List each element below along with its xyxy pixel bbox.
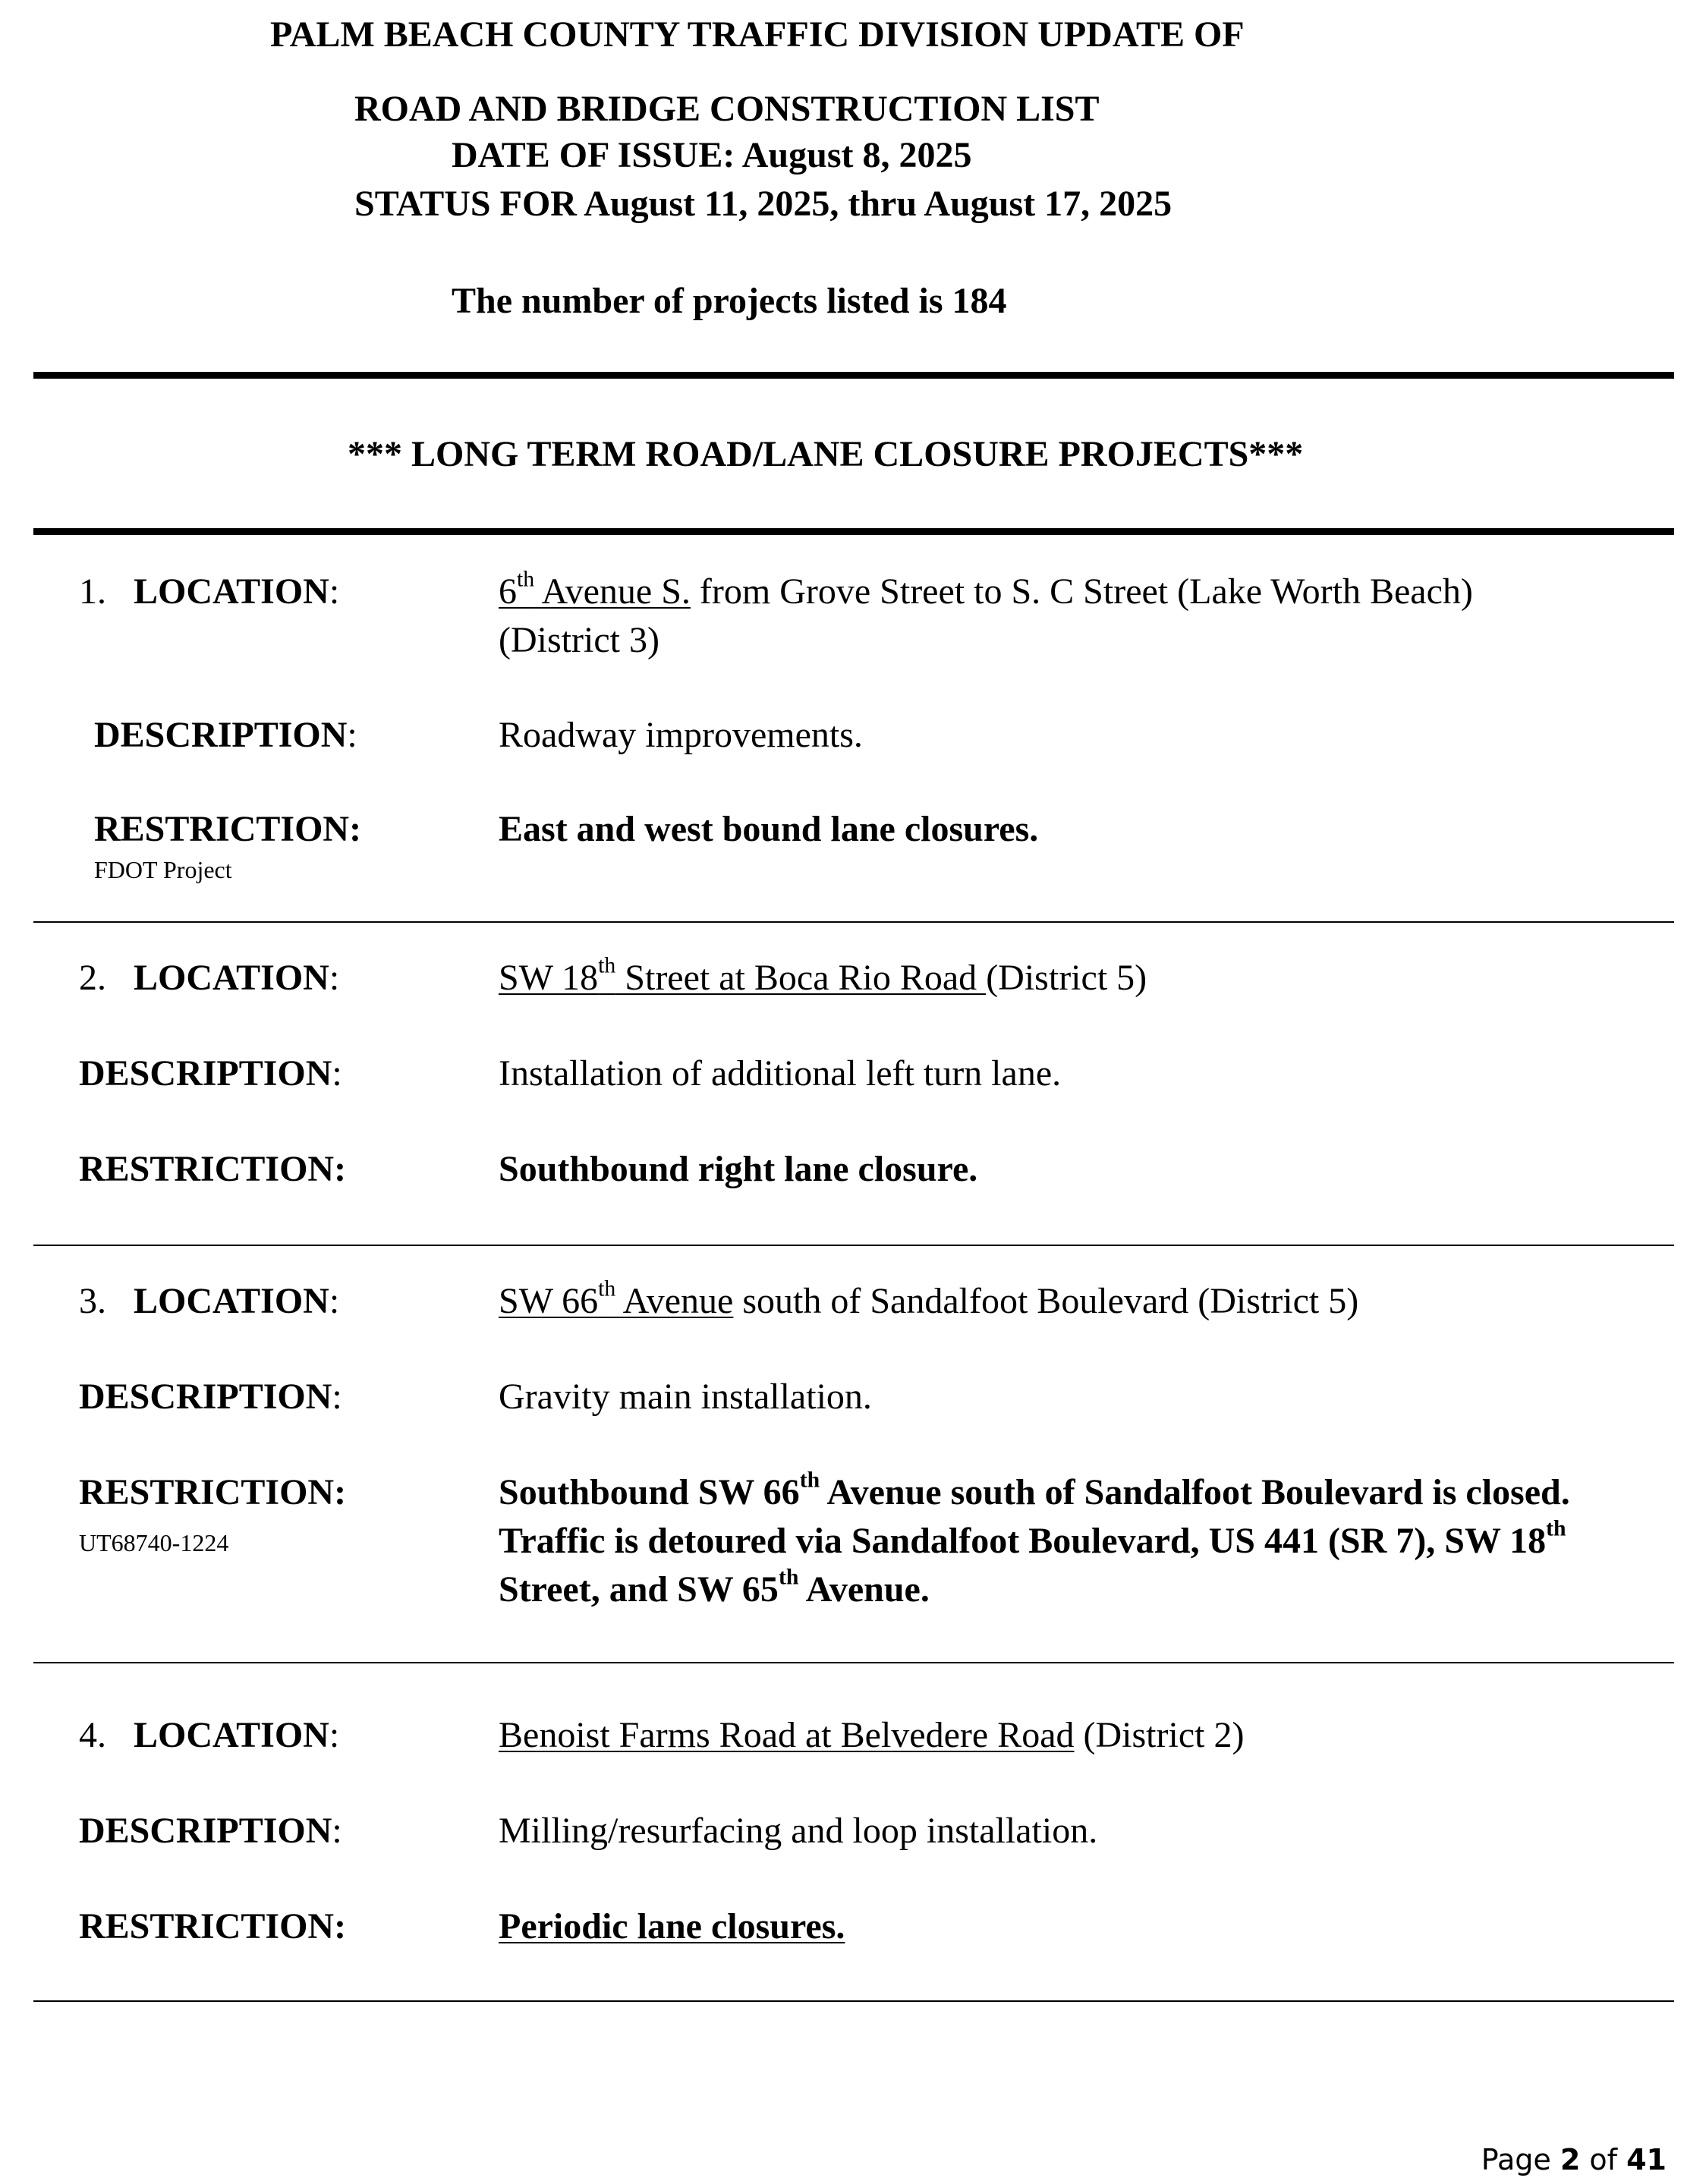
location-label: 3. LOCATION: xyxy=(79,1281,340,1321)
restriction-label: RESTRICTION: xyxy=(79,1472,347,1512)
divider xyxy=(33,921,1674,923)
header-status-range: STATUS FOR August 11, 2025, thru August 17, 2025 xyxy=(354,184,1172,224)
restriction-value: Periodic lane closures. xyxy=(499,1906,845,1946)
location-label: 2. LOCATION: xyxy=(79,958,340,998)
description-label: DESCRIPTION: xyxy=(94,715,357,755)
divider-thick-top xyxy=(33,372,1674,379)
restriction-label: RESTRICTION: xyxy=(79,1149,347,1189)
restriction-value-line-2: Traffic is detoured via Sandalfoot Boulevard, US 441 (SR 7), SW 18th xyxy=(499,1515,1566,1561)
location-label: 4. LOCATION: xyxy=(79,1715,340,1755)
restriction-label: RESTRICTION: xyxy=(94,809,362,849)
restriction-value-line-3: Street, and SW 65th Avenue. xyxy=(499,1564,930,1610)
location-label: 1. LOCATION: xyxy=(79,571,340,612)
description-label: DESCRIPTION: xyxy=(79,1377,342,1417)
header-line-2: ROAD AND BRIDGE CONSTRUCTION LIST xyxy=(354,89,1100,129)
header-line-1: PALM BEACH COUNTY TRAFFIC DIVISION UPDATE OF xyxy=(270,14,1245,55)
description-label: DESCRIPTION: xyxy=(79,1053,342,1094)
project-count: The number of projects listed is 184 xyxy=(452,281,1007,321)
section-title: *** LONG TERM ROAD/LANE CLOSURE PROJECTS*** xyxy=(348,434,1304,474)
location-value: SW 18th Street at Boca Rio Road (District 5) xyxy=(499,952,1147,998)
restriction-value: East and west bound lane closures. xyxy=(499,809,1039,849)
description-label: DESCRIPTION: xyxy=(79,1811,342,1851)
divider xyxy=(33,1245,1674,1246)
restriction-value: Southbound right lane closure. xyxy=(499,1149,978,1189)
description-value: Gravity main installation. xyxy=(499,1377,872,1417)
header-date-of-issue: DATE OF ISSUE: August 8, 2025 xyxy=(452,135,972,175)
description-value: Milling/resurfacing and loop installation. xyxy=(499,1811,1098,1851)
page-number: Page 2 of 41 xyxy=(1481,2143,1667,2176)
location-value: 6th Avenue S. from Grove Street to S. C Street (Lake Worth Beach) xyxy=(499,566,1473,612)
location-value: SW 66th Avenue south of Sandalfoot Boulevard (District 5) xyxy=(499,1276,1359,1321)
divider xyxy=(33,1662,1674,1663)
restriction-label: RESTRICTION: xyxy=(79,1906,347,1946)
description-value: Roadway improvements. xyxy=(499,715,863,755)
description-value: Installation of additional left turn lane. xyxy=(499,1053,1062,1094)
divider xyxy=(33,2000,1674,2002)
divider-thick-bottom xyxy=(33,528,1674,535)
location-value: Benoist Farms Road at Belvedere Road (District 2) xyxy=(499,1715,1245,1755)
location-value-line-2: (District 3) xyxy=(499,620,659,660)
restriction-value-line-1: Southbound SW 66th Avenue south of Sandalfoot Boulevard is closed. xyxy=(499,1467,1570,1512)
project-note: UT68740-1224 xyxy=(79,1529,229,1556)
project-note: FDOT Project xyxy=(94,856,232,883)
